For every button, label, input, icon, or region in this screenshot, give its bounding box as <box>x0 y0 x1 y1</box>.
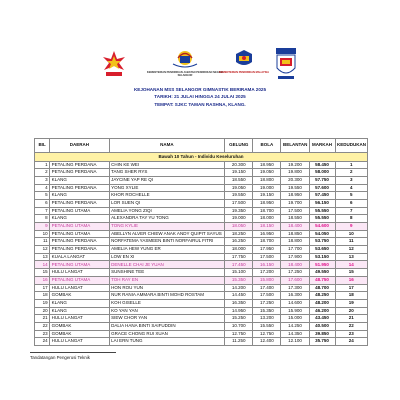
cell-bola: 12.400 <box>253 338 281 346</box>
cell-nama: DALIA HANA BINTI SAIFUDDIN <box>109 322 225 330</box>
table-row <box>35 307 368 315</box>
cell-gelung: 18.250 <box>225 230 253 238</box>
cell-kedudukan: 24 <box>335 338 367 346</box>
cell-daerah: PETALING UTAMA <box>50 230 109 238</box>
cell-gelung: 15.250 <box>225 315 253 323</box>
cell-nama: GRACE CHONG RUI XUAN <box>109 330 225 338</box>
col-belantan: BELANTAN <box>281 139 309 153</box>
cell-bil: 16 <box>35 276 50 284</box>
cell-bola: 13.200 <box>253 315 281 323</box>
cell-daerah: GOMBAK <box>50 330 109 338</box>
table-row <box>35 207 368 215</box>
cell-gelung: 20.300 <box>225 161 253 169</box>
cell-markah: 51.950 <box>309 261 335 269</box>
cell-nama: AMELIA HEW YUNG ER <box>109 246 225 254</box>
cell-kedudukan: 9 <box>335 223 367 231</box>
cell-gelung: 18.000 <box>225 246 253 254</box>
cell-bola: 17.400 <box>253 284 281 292</box>
cell-bola: 18.000 <box>253 215 281 223</box>
cell-nama: TANG SHER RYS <box>109 169 225 177</box>
cell-daerah: KLANG <box>50 299 109 307</box>
table-row <box>35 223 368 231</box>
cell-gelung: 19.050 <box>225 184 253 192</box>
cell-markah: 56.150 <box>309 199 335 207</box>
cell-belantan: 19.700 <box>281 199 309 207</box>
cell-daerah: PETALING PERDANA <box>50 238 109 246</box>
table-row <box>35 215 368 223</box>
cell-markah: 57.450 <box>309 192 335 200</box>
cell-nama: LOW EN XI <box>109 253 225 261</box>
cell-bola: 19.150 <box>253 192 281 200</box>
col-kedudukan: KEDUDUKAN <box>335 139 367 153</box>
cell-bola: 17.200 <box>253 269 281 277</box>
table-row <box>35 284 368 292</box>
cell-nama: DENELLE CHAI JE YUAN <box>109 261 225 269</box>
col-bola: BOLA <box>253 139 281 153</box>
cell-belantan: 15.900 <box>281 307 309 315</box>
cell-bola: 19.000 <box>253 184 281 192</box>
category-label: Bawah 10 Tahun - Individu Keseluruhan <box>35 153 368 162</box>
col-bil: BIL <box>35 139 50 153</box>
event-header <box>0 86 400 108</box>
cell-belantan: 17.700 <box>281 246 309 254</box>
table-row <box>35 246 368 254</box>
cell-belantan: 18.800 <box>281 238 309 246</box>
event-venue: TEMPAT: SJKC TAMAN RASHNA, KLANG. <box>154 101 246 107</box>
cell-nama: TONG KYLIE <box>109 223 225 231</box>
cell-nama: SUNSHINE TEE <box>109 269 225 277</box>
col-gelung: GELUNG <box>225 139 253 153</box>
cell-belantan: 17.300 <box>281 284 309 292</box>
mss-selangor-logo <box>100 48 128 78</box>
cell-markah: 48.250 <box>309 292 335 300</box>
cell-bil: 22 <box>35 322 50 330</box>
cell-markah: 58.000 <box>309 169 335 177</box>
cell-gelung: 18.550 <box>225 176 253 184</box>
cell-bola: 17.500 <box>253 253 281 261</box>
table-row <box>35 199 368 207</box>
cell-bil: 4 <box>35 184 50 192</box>
cell-bola: 18.150 <box>253 223 281 231</box>
cell-daerah: KLANG <box>50 215 109 223</box>
cell-belantan: 19.800 <box>281 169 309 177</box>
cell-kedudukan: 23 <box>335 330 367 338</box>
cell-daerah: PETALING PERDANA <box>50 246 109 254</box>
table-row <box>35 261 368 269</box>
cell-belantan: 17.250 <box>281 269 309 277</box>
cell-bola: 12.750 <box>253 330 281 338</box>
cell-gelung: 11.250 <box>225 338 253 346</box>
cell-belantan: 20.300 <box>281 176 309 184</box>
cell-belantan: 18.550 <box>281 215 309 223</box>
cell-daerah: PETALING PERDANA <box>50 169 109 177</box>
cell-nama: SIEW CHOR YAN <box>109 315 225 323</box>
cell-markah: 48.700 <box>309 284 335 292</box>
results-table <box>34 138 368 346</box>
col-nama: NAMA <box>109 139 225 153</box>
cell-bil: 15 <box>35 269 50 277</box>
cell-daerah: KUALA LANGAT <box>50 253 109 261</box>
cell-kedudukan: 2 <box>335 169 367 177</box>
jpn-logo <box>219 48 269 82</box>
cell-bola: 15.800 <box>253 276 281 284</box>
cell-daerah: PETALING UTAMA <box>50 223 109 231</box>
cell-kedudukan: 6 <box>335 199 367 207</box>
table-row <box>35 276 368 284</box>
cell-bil: 1 <box>35 161 50 169</box>
cell-kedudukan: 15 <box>335 269 367 277</box>
cell-markah: 35.750 <box>309 338 335 346</box>
cell-gelung: 15.350 <box>225 276 253 284</box>
cell-bil: 23 <box>35 330 50 338</box>
cell-nama: TOH RAY EN <box>109 276 225 284</box>
cell-nama: AMELIA YONG ZIQI <box>109 207 225 215</box>
cell-gelung: 10.700 <box>225 322 253 330</box>
cell-bil: 7 <box>35 207 50 215</box>
cell-gelung: 14.450 <box>225 292 253 300</box>
table-header-row <box>35 139 368 153</box>
cell-kedudukan: 13 <box>335 253 367 261</box>
cell-belantan: 18.400 <box>281 223 309 231</box>
cell-bil: 17 <box>35 284 50 292</box>
jpn-caption: KEMENTERIAN PENDIDIKAN MALAYSIA <box>219 71 269 74</box>
cell-markah: 55.550 <box>309 215 335 223</box>
table-row <box>35 169 368 177</box>
cell-kedudukan: 3 <box>335 176 367 184</box>
table-row <box>35 292 368 300</box>
cell-markah: 57.750 <box>309 176 335 184</box>
cell-markah: 46.200 <box>309 307 335 315</box>
cell-daerah: HULU LANGAT <box>50 284 109 292</box>
cell-markah: 48.200 <box>309 299 335 307</box>
cell-belantan: 18.850 <box>281 230 309 238</box>
table-row <box>35 338 368 346</box>
cell-belantan: 18.950 <box>281 192 309 200</box>
results-table-wrap <box>34 138 368 346</box>
cell-kedudukan: 8 <box>335 215 367 223</box>
table-row <box>35 269 368 277</box>
cell-belantan: 16.300 <box>281 292 309 300</box>
cell-belantan: 14.250 <box>281 322 309 330</box>
table-row <box>35 161 368 169</box>
cell-bil: 18 <box>35 292 50 300</box>
cell-bil: 9 <box>35 223 50 231</box>
cell-bil: 3 <box>35 176 50 184</box>
cell-bola: 16.150 <box>253 261 281 269</box>
cell-nama: CHIN KE WEI <box>109 161 225 169</box>
cell-bil: 20 <box>35 307 50 315</box>
cell-belantan: 19.550 <box>281 184 309 192</box>
cell-nama: ABELLYN ALVER CHIEW ANAK ANDY QUIPIT SAYUS <box>109 230 225 238</box>
cell-nama: NUR RANIA AMMARA BINTI MOHD ROSTAM <box>109 292 225 300</box>
cell-gelung: 19.150 <box>225 169 253 177</box>
cell-nama: ALEXANDRA TAY YU TONG <box>109 215 225 223</box>
cell-daerah: GOMBAK <box>50 322 109 330</box>
cell-kedudukan: 19 <box>335 299 367 307</box>
cell-markah: 58.450 <box>309 161 335 169</box>
cell-daerah: KLANG <box>50 307 109 315</box>
col-markah: MARKAH <box>309 139 335 153</box>
cell-bil: 11 <box>35 238 50 246</box>
table-row <box>35 192 368 200</box>
cell-markah: 55.550 <box>309 207 335 215</box>
cell-bil: 5 <box>35 192 50 200</box>
table-row <box>35 184 368 192</box>
table-row <box>35 176 368 184</box>
results-body <box>35 161 368 346</box>
cell-bola: 18.950 <box>253 199 281 207</box>
cell-bola: 15.350 <box>253 307 281 315</box>
cell-markah: 54.600 <box>309 223 335 231</box>
cell-gelung: 14.200 <box>225 284 253 292</box>
cell-belantan: 17.900 <box>281 253 309 261</box>
cell-daerah: HULU LANGAT <box>50 338 109 346</box>
event-title: KEJOHANAN MSS SELANGOR GIMNASTIK BERIRAMA 2025 <box>133 87 267 92</box>
cell-daerah: GOMBAK <box>50 292 109 300</box>
table-row <box>35 238 368 246</box>
cell-gelung: 16.350 <box>225 299 253 307</box>
cell-kedudukan: 22 <box>335 322 367 330</box>
cell-bola: 18.700 <box>253 207 281 215</box>
cell-bil: 8 <box>35 215 50 223</box>
cell-gelung: 19.550 <box>225 192 253 200</box>
cell-bola: 17.500 <box>253 292 281 300</box>
cell-bil: 19 <box>35 299 50 307</box>
table-row <box>35 330 368 338</box>
logo-bar <box>0 46 400 86</box>
event-date: TARIKH: 21 JULAI HINGGA 24 JULAI 2025 <box>154 94 246 100</box>
cell-gelung: 19.350 <box>225 207 253 215</box>
cell-bola: 17.250 <box>253 299 281 307</box>
cell-gelung: 12.750 <box>225 330 253 338</box>
cell-belantan: 14.600 <box>281 299 309 307</box>
cell-kedudukan: 12 <box>335 246 367 254</box>
category-row <box>35 153 368 162</box>
cell-nama: YONG XYLIE <box>109 184 225 192</box>
school-crest-logo <box>274 46 298 82</box>
cell-nama: LAI ERN TUNG <box>109 338 225 346</box>
cell-daerah: PETALING PERDANA <box>50 199 109 207</box>
cell-bil: 10 <box>35 230 50 238</box>
cell-daerah: HULU LANGAT <box>50 315 109 323</box>
cell-markah: 54.050 <box>309 230 335 238</box>
table-row <box>35 315 368 323</box>
cell-gelung: 17.750 <box>225 253 253 261</box>
cell-daerah: PETALING UTAMA <box>50 207 109 215</box>
cell-daerah: PETALING UTAMA <box>50 276 109 284</box>
table-row <box>35 322 368 330</box>
cell-belantan: 15.000 <box>281 315 309 323</box>
cell-belantan: 17.500 <box>281 207 309 215</box>
cell-gelung: 16.250 <box>225 238 253 246</box>
cell-bola: 18.700 <box>253 238 281 246</box>
cell-gelung: 14.950 <box>225 307 253 315</box>
cell-bil: 21 <box>35 315 50 323</box>
cell-daerah: PETALING PERDANA <box>50 184 109 192</box>
cell-kedudukan: 10 <box>335 230 367 238</box>
cell-kedudukan: 1 <box>335 161 367 169</box>
cell-daerah: PETALING PERDANA <box>50 161 109 169</box>
cell-kedudukan: 7 <box>335 207 367 215</box>
cell-bil: 14 <box>35 261 50 269</box>
cell-kedudukan: 11 <box>335 238 367 246</box>
cell-belantan: 14.350 <box>281 330 309 338</box>
cell-belantan: 17.600 <box>281 276 309 284</box>
table-row <box>35 299 368 307</box>
cell-kedudukan: 16 <box>335 276 367 284</box>
cell-nama: LOR SUEN QI <box>109 199 225 207</box>
cell-nama: KOH GISELLE <box>109 299 225 307</box>
cell-nama: NORFATEMA YASMEEN BINTI NORFAIRUL FITRI <box>109 238 225 246</box>
cell-markah: 53.150 <box>309 253 335 261</box>
cell-bola: 18.950 <box>253 161 281 169</box>
cell-markah: 53.750 <box>309 238 335 246</box>
cell-kedudukan: 4 <box>335 184 367 192</box>
cell-markah: 39.850 <box>309 330 335 338</box>
cell-daerah: PETALING UTAMA <box>50 261 109 269</box>
cell-gelung: 15.100 <box>225 269 253 277</box>
cell-belantan: 18.400 <box>281 261 309 269</box>
cell-bola: 18.800 <box>253 176 281 184</box>
cell-markah: 53.650 <box>309 246 335 254</box>
cell-nama: KO YAN YAN <box>109 307 225 315</box>
cell-bil: 24 <box>35 338 50 346</box>
cell-markah: 57.600 <box>309 184 335 192</box>
cell-markah: 40.500 <box>309 322 335 330</box>
cell-bola: 19.050 <box>253 169 281 177</box>
cell-gelung: 17.500 <box>225 199 253 207</box>
cell-bil: 13 <box>35 253 50 261</box>
cell-gelung: 18.050 <box>225 223 253 231</box>
cell-nama: HON ROU YUN <box>109 284 225 292</box>
cell-nama: JAYCINE YAP RE QI <box>109 176 225 184</box>
signature-line <box>30 352 116 353</box>
cell-bil: 6 <box>35 199 50 207</box>
cell-bola: 17.950 <box>253 246 281 254</box>
cell-markah: 49.550 <box>309 269 335 277</box>
cell-belantan: 19.200 <box>281 161 309 169</box>
cell-kedudukan: 17 <box>335 284 367 292</box>
cell-kedudukan: 18 <box>335 292 367 300</box>
kpm-logo <box>146 47 224 83</box>
cell-nama: KHOR ROCHELLE <box>109 192 225 200</box>
cell-bola: 15.550 <box>253 322 281 330</box>
signature-label: Tandatangan Pengerusi Teknik <box>30 355 90 360</box>
cell-kedudukan: 14 <box>335 261 367 269</box>
cell-markah: 43.450 <box>309 315 335 323</box>
cell-gelung: 17.450 <box>225 261 253 269</box>
cell-kedudukan: 21 <box>335 315 367 323</box>
cell-daerah: KLANG <box>50 176 109 184</box>
col-daerah: DAERAH <box>50 139 109 153</box>
table-row <box>35 230 368 238</box>
table-row <box>35 253 368 261</box>
cell-bil: 12 <box>35 246 50 254</box>
kpm-caption: KEMENTERIAN PENDIDIKAN JABATAN PENDIDIKAN NEGERI SELANGOR <box>146 71 224 78</box>
cell-daerah: KLANG <box>50 192 109 200</box>
cell-kedudukan: 5 <box>335 192 367 200</box>
cell-kedudukan: 20 <box>335 307 367 315</box>
cell-markah: 48.750 <box>309 276 335 284</box>
cell-bil: 2 <box>35 169 50 177</box>
cell-gelung: 19.000 <box>225 215 253 223</box>
cell-belantan: 12.100 <box>281 338 309 346</box>
cell-daerah: HULU LANGAT <box>50 269 109 277</box>
cell-bola: 16.950 <box>253 230 281 238</box>
